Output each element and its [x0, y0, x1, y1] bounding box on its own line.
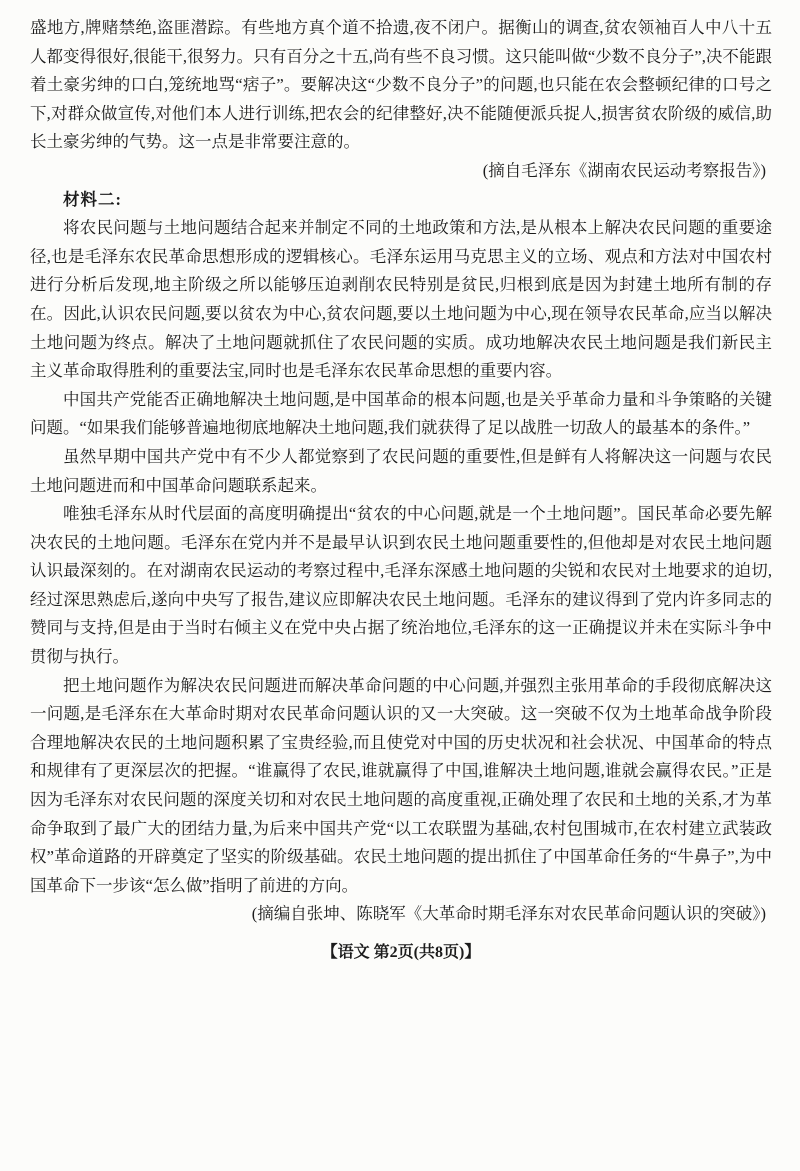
material-2-paragraph: 虽然早期中国共产党中有不少人都觉察到了农民问题的重要性,但是鲜有人将解决这一问题与农民土地问题进而和中国革命问题联系起来。	[30, 446, 772, 495]
material-2-paragraph: 中国共产党能否正确地解决土地问题,是中国革命的根本问题,也是关乎革命力量和斗争策略的关键问题。“如果我们能够普遍地彻底地解决土地问题,我们就获得了足以战胜一切敌人的最基本的条件。”	[30, 389, 772, 438]
continuation-paragraph: 盛地方,牌赌禁绝,盗匪潜踪。有些地方真个道不拾遗,夜不闭户。据衡山的调查,贫农领袖百人中八十五人都变得很好,很能干,很努力。只有百分之十五,尚有些不良习惯。这只能叫做“少数不良分子”,决不能跟着土豪劣绅的口白,笼统地骂“痞子”。要解决这“少数不良分子”的问题,也只能在农会整顿纪律的口号之下,对群众做宣传,对他们本人进行训练,把农会的纪律整好,决不能随便派兵捉人,损害贫农阶级的威信,助长土豪劣绅的气势。这一点是非常要注意的。	[30, 18, 772, 152]
material-2-paragraph: 将农民问题与土地问题结合起来并制定不同的土地政策和方法,是从根本上解决农民问题的重要途径,也是毛泽东农民革命思想形成的逻辑核心。毛泽东运用马克思主义的立场、观点和方法对中国农村进行分析后发现,地主阶级之所以能够压迫剥削农民特别是贫民,归根到底是因为封建土地所有制的存在。因此,认识农民问题,要以贫农为中心,贫农问题,要以土地问题为中心,现在领导农民革命,应当以解决土地问题为终点。解决了土地问题就抓住了农民问题的实质。成功地解决农民土地问题是我们新民主主义革命取得胜利的重要法宝,同时也是毛泽东农民革命思想的重要内容。	[30, 218, 772, 381]
material-2-heading: 材料二:	[63, 189, 122, 209]
source-attribution-material-1: (摘自毛泽东《湖南农民运动考察报告》)	[482, 160, 766, 180]
source-attribution-material-2: (摘编自张坤、陈晓军《大革命时期毛泽东对农民革命问题认识的突破》)	[251, 904, 766, 924]
page-footer: 【语文 第2页(共8页)】	[321, 944, 481, 961]
material-2-paragraph: 唯独毛泽东从时代层面的高度明确提出“贫农的中心问题,就是一个土地问题”。国民革命必要先解决农民的土地问题。毛泽东在党内并不是最早认识到农民土地问题重要性的,但他却是对农民土地问题认识最深刻的。在对湖南农民运动的考察过程中,毛泽东深感土地问题的尖锐和农民对土地要求的迫切,经过深思熟虑后,遂向中央写了报告,建议应即解决农民土地问题。毛泽东的建议得到了党内许多同志的赞同与支持,但是由于当时右倾主义在党中央占据了统治地位,毛泽东的这一正确提议并未在实际斗争中贯彻与执行。	[30, 504, 772, 667]
material-2-paragraph: 把土地问题作为解决农民问题进而解决革命问题的中心问题,并强烈主张用革命的手段彻底解决这一问题,是毛泽东在大革命时期对农民革命问题认识的又一大突破。这一突破不仅为土地革命战争阶段合理地解决农民的土地问题积累了宝贵经验,而且使党对中国的历史状况和社会状况、中国革命的特点和规律有了更深层次的把握。“谁赢得了农民,谁就赢得了中国,谁解决土地问题,谁就会赢得农民。”正是因为毛泽东对农民问题的深度关切和对农民土地问题的高度重视,正确处理了农民和土地的关系,才为革命争取到了最广大的团结力量,为后来中国共产党“以工农联盟为基础,农村包围城市,在农村建立武装政权”革命道路的开辟奠定了坚实的阶级基础。农民土地问题的提出抓住了中国革命任务的“牛鼻子”,为中国革命下一步该“怎么做”指明了前进的方向。	[30, 675, 772, 895]
